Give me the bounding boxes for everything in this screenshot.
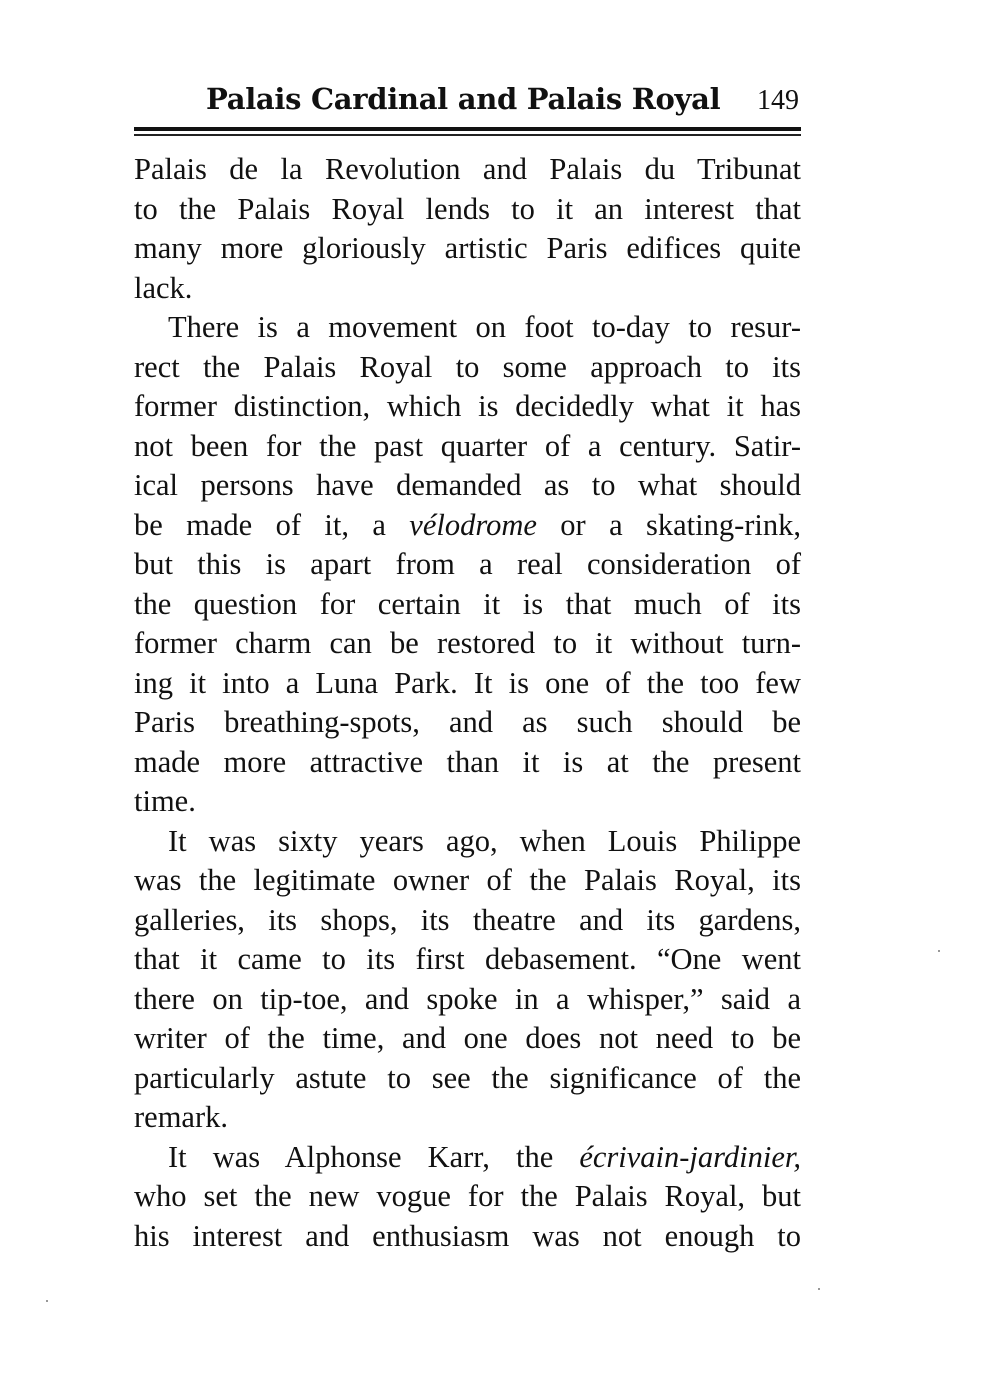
- text-line: rect the Palais Royal to some approach to its: [134, 349, 801, 384]
- paper-speck: [46, 1300, 48, 1302]
- text-line-with-italic: [134, 1138, 801, 1178]
- text-line: former distinction, which is decidedly what it has: [134, 389, 801, 423]
- text-line: that it came to its first debasement. “One went: [134, 942, 801, 976]
- header-rule-thick: [134, 127, 801, 131]
- text-line: particularly astute to see the significance of the: [134, 1060, 801, 1095]
- text-line: but this is apart from a real consideration of: [134, 547, 801, 581]
- text-line: ing it into a Luna Park. It is one of the too few: [134, 665, 801, 700]
- text-line: It was sixty years ago, when Louis Philippe: [168, 823, 801, 858]
- italic-term-velodrome: vélodrome: [409, 507, 537, 542]
- header-rule-thin: [134, 134, 801, 136]
- running-title: Palais Cardinal and Palais Royal: [206, 82, 721, 116]
- text-line: to the Palais Royal lends to it an interest that: [134, 191, 801, 226]
- text-line: remark.: [134, 1100, 228, 1134]
- text-line: lack.: [134, 270, 193, 305]
- paragraph-1: [134, 150, 801, 308]
- header-rule: [134, 127, 801, 137]
- text-line: former charm can be restored to it without turn-: [134, 626, 801, 660]
- text-line: ical persons have demanded as to what should: [134, 468, 801, 502]
- text-line: the question for certain it is that much of its: [134, 586, 801, 621]
- text-segment: or a skating-rink,: [536, 507, 801, 542]
- paragraph-2: [134, 308, 801, 822]
- text-line: There is a movement on foot to-day to resur-: [168, 310, 801, 344]
- text-line: Paris breathing-spots, and as such should be: [134, 705, 801, 739]
- text-line: writer of the time, and one does not need to be: [134, 1021, 801, 1055]
- text-line: there on tip-toe, and spoke in a whisper,” said a: [134, 981, 801, 1016]
- text-line-with-italic: [134, 506, 801, 546]
- text-line: galleries, its shops, its theatre and its gardens,: [134, 902, 801, 937]
- text-segment: It was Alphonse Karr, the: [168, 1139, 580, 1174]
- italic-term-ecrivain-jardinier: écrivain-jardinier,: [579, 1139, 801, 1174]
- text-line: who set the new vogue for the Palais Royal, but: [134, 1179, 801, 1213]
- text-line: was the legitimate owner of the Palais Royal, its: [134, 863, 801, 897]
- paper-speck: [938, 950, 940, 952]
- text-line: his interest and enthusiasm was not enough to: [134, 1218, 801, 1253]
- page-number: 149: [757, 85, 799, 116]
- paragraph-4: [134, 1138, 801, 1257]
- text-segment: be made of it, a: [134, 507, 410, 542]
- text-line: made more attractive than it is at the present: [134, 744, 801, 779]
- text-line: many more gloriously artistic Paris edifices quite: [134, 231, 801, 265]
- text-line: Palais de la Revolution and Palais du Tribunat: [134, 152, 801, 186]
- paper-speck: [818, 1288, 820, 1290]
- body-text: [134, 150, 801, 1256]
- running-head: [134, 82, 801, 126]
- paragraph-3: [134, 822, 801, 1138]
- text-line: time.: [134, 784, 196, 818]
- text-line: not been for the past quarter of a century. Satir-: [134, 428, 801, 463]
